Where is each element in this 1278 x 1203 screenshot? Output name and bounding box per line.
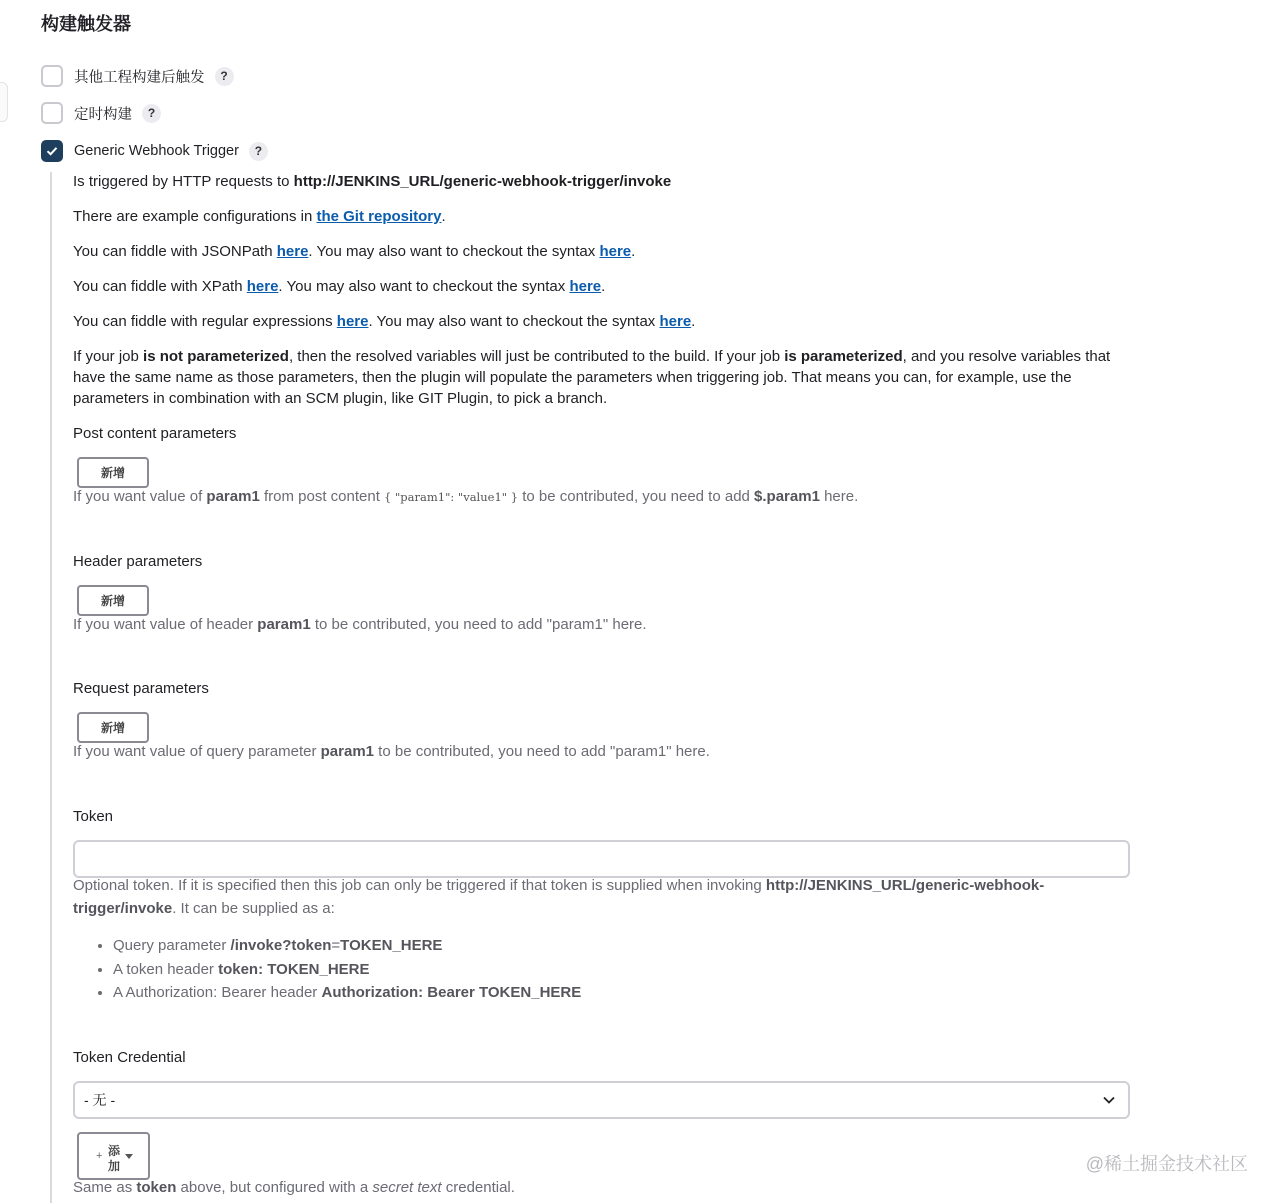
token-methods-list — [93, 934, 581, 1005]
xpath-fiddle-link[interactable]: here — [246, 278, 279, 295]
nested-section-line — [50, 172, 52, 1203]
token-help: Optional token. If it is specified then this job can only be triggered if that token is supplied when invoking http://JENKINS_URL/generic-webhook-trigger/invoke. It can be supplied as a: — [73, 877, 1045, 917]
trigger-row-upstream[interactable] — [41, 65, 234, 87]
list-item: • A Authorization: Bearer header Authorization: Bearer TOKEN_HERE — [113, 981, 581, 1005]
desc-parameterized: If your job is not parameterized, then the resolved variables will just be contributed to the build. If your job is parameterized, and you resolve variables that have the same name as those parameters, then the plugin will populate the parameters when triggering job. That means you can, for example, use the parameters in combination with an SCM plugin, like GIT Plugin, to pick a branch. — [73, 348, 1111, 407]
trigger-label[interactable]: 定时构建 — [74, 106, 132, 123]
xpath-syntax-link[interactable]: here — [569, 278, 602, 295]
caret-down-icon — [125, 1154, 133, 1159]
post-params-label: Post content parameters — [73, 425, 237, 442]
help-icon[interactable]: ? — [249, 142, 268, 161]
help-icon[interactable]: ? — [142, 104, 161, 123]
add-request-param-button[interactable]: 新增 — [77, 712, 149, 743]
trigger-label[interactable]: Generic Webhook Trigger — [74, 143, 239, 159]
jsonpath-fiddle-link[interactable]: here — [276, 243, 309, 260]
list-item: • Query parameter /invoke?token=TOKEN_HERE — [113, 934, 581, 958]
plus-icon: + — [96, 1150, 103, 1162]
desc-regex: You can fiddle with regular expressions here. You may also want to checkout the syntax here. — [73, 313, 696, 330]
checkmark-icon — [45, 144, 59, 158]
request-params-label: Request parameters — [73, 680, 209, 697]
token-label: Token — [73, 808, 114, 825]
header-params-help: If you want value of header param1 to be contributed, you need to add "param1" here. — [73, 616, 647, 633]
help-icon[interactable]: ? — [215, 67, 234, 86]
checkbox-cron[interactable] — [41, 102, 63, 124]
trigger-row-generic-webhook[interactable] — [41, 140, 268, 162]
token-credential-select[interactable] — [73, 1081, 1130, 1119]
desc-examples: There are example configurations in the Git repository. — [73, 208, 446, 225]
section-title: 构建触发器 — [41, 14, 131, 34]
trigger-label[interactable]: 其他工程构建后触发 — [74, 69, 205, 86]
jsonpath-syntax-link[interactable]: here — [599, 243, 632, 260]
git-repository-link[interactable]: the Git repository — [316, 208, 442, 225]
token-credential-help: Same as token above, but configured with a secret text credential. — [73, 1179, 515, 1196]
request-params-help: If you want value of query parameter param1 to be contributed, you need to add "param1" here. — [73, 743, 710, 760]
add-credential-button[interactable]: + 添 加 — [77, 1132, 150, 1180]
checkbox-generic-webhook[interactable] — [41, 140, 63, 162]
checkbox-upstream[interactable] — [41, 65, 63, 87]
desc-xpath: You can fiddle with XPath here. You may also want to checkout the syntax here. — [73, 278, 606, 295]
add-post-param-button[interactable]: 新增 — [77, 457, 149, 488]
desc-trigger-url: Is triggered by HTTP requests to http://JENKINS_URL/generic-webhook-trigger/invoke — [73, 173, 672, 190]
regex-fiddle-link[interactable]: here — [336, 313, 369, 330]
desc-jsonpath: You can fiddle with JSONPath here. You may also want to checkout the syntax here. — [73, 243, 636, 260]
chevron-down-icon — [1102, 1093, 1116, 1107]
watermark: @稀土掘金技术社区 — [1085, 1154, 1248, 1174]
list-item: • A token header token: TOKEN_HERE — [113, 958, 581, 982]
selected-credential: - 无 - — [84, 1092, 116, 1108]
add-header-param-button[interactable]: 新增 — [77, 585, 149, 616]
token-input[interactable] — [73, 840, 1130, 878]
regex-syntax-link[interactable]: here — [659, 313, 692, 330]
trigger-row-cron[interactable] — [41, 102, 161, 124]
token-credential-label: Token Credential — [73, 1049, 186, 1066]
header-params-label: Header parameters — [73, 553, 203, 570]
side-panel-handle[interactable] — [0, 82, 8, 122]
post-params-help: If you want value of param1 from post content { "param1": "value1" } to be contributed, you need to add $.param1 here. — [73, 488, 859, 505]
